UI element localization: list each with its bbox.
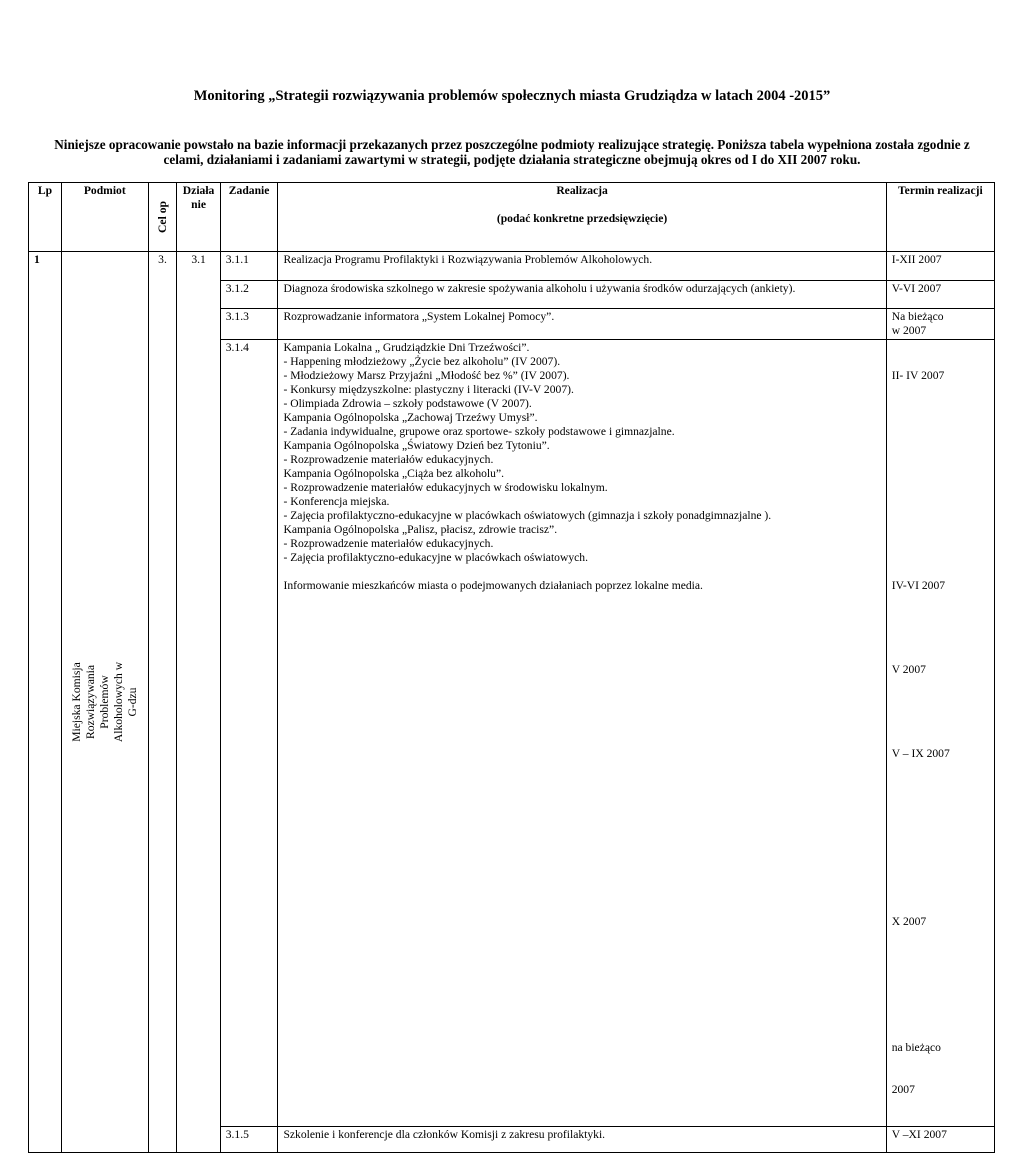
realizacja-line: - Happening młodzieżowy „Życie bez alkoholu” (IV 2007). bbox=[283, 355, 561, 368]
termin-line: I-XII 2007 bbox=[891, 253, 942, 266]
cell-termin bbox=[886, 281, 994, 309]
header-zadanie: Zadanie bbox=[220, 183, 278, 252]
cell-zadanie: 3.1.4 bbox=[220, 340, 278, 1127]
realizacja-line: Kampania Ogólnopolska „Palisz, płacisz, zdrowie tracisz”. bbox=[283, 523, 558, 536]
realizacja-line: - Zajęcia profilaktyczno-edukacyjne w placówkach oświatowych (gimnazja i szkoły ponadgimnazjalne ). bbox=[283, 509, 772, 522]
header-termin: Termin realizacji bbox=[886, 183, 994, 252]
cell-termin bbox=[886, 309, 994, 340]
podmiot-line: G-dzu bbox=[125, 687, 139, 717]
cell-dzialanie: 3.1 bbox=[177, 252, 220, 1153]
cell-termin bbox=[886, 252, 994, 281]
realizacja-line: - Rozprowadzenie materiałów edukacyjnych. bbox=[283, 537, 494, 550]
realizacja-line: Diagnoza środowiska szkolnego w zakresie spożywania alkoholu i używania środków odurzających (ankiety). bbox=[283, 282, 796, 295]
header-dzialanie-line-1: Działa bbox=[182, 184, 215, 197]
realizacja-line: - Konkursy międzyszkolne: plastyczny i literacki (IV-V 2007). bbox=[283, 383, 574, 396]
realizacja-line: - Zajęcia profilaktyczno-edukacyjne w placówkach oświatowych. bbox=[283, 551, 588, 564]
cell-termin bbox=[886, 1127, 994, 1153]
header-realizacja-title: Realizacja bbox=[556, 184, 608, 197]
cell-lp: 1 bbox=[29, 252, 62, 1153]
podmiot-line: Alkoholowych w bbox=[111, 661, 125, 743]
termin-line: 2007 bbox=[891, 1083, 915, 1096]
termin-line: Na bieżąco bbox=[891, 310, 944, 323]
cell-zadanie: 3.1.1 bbox=[220, 252, 278, 281]
cell-realizacja bbox=[278, 340, 886, 1127]
header-realizacja bbox=[278, 183, 886, 252]
realizacja-line: Kampania Lokalna „ Grudziądzkie Dni Trzeźwości”. bbox=[283, 341, 530, 354]
termin-line: V 2007 bbox=[891, 663, 926, 676]
termin-line: II- IV 2007 bbox=[891, 369, 945, 382]
page-title: Monitoring „Strategii rozwiązywania problemów społecznych miasta Grudziądza w latach 2004 -2015” bbox=[193, 88, 831, 104]
podmiot-line: Problemów bbox=[97, 675, 111, 729]
table-row bbox=[29, 252, 995, 281]
realizacja-line: - Rozprowadzenie materiałów edukacyjnych. bbox=[283, 453, 494, 466]
podmiot-line: Rozwiązywania bbox=[83, 664, 97, 740]
cell-termin bbox=[886, 340, 994, 1127]
cell-zadanie: 3.1.5 bbox=[220, 1127, 278, 1153]
realizacja-line: - Konferencja miejska. bbox=[283, 495, 390, 508]
header-dzialanie bbox=[177, 183, 220, 252]
realizacja-line: Informowanie mieszkańców miasta o podejmowanych działaniach poprzez lokalne media. bbox=[283, 579, 703, 592]
realizacja-line: - Młodzieżowy Marsz Przyjaźni „Młodość bez %” (IV 2007). bbox=[283, 369, 570, 382]
termin-line: w 2007 bbox=[891, 324, 927, 337]
termin-line: V –XI 2007 bbox=[891, 1128, 947, 1141]
monitoring-table bbox=[28, 182, 995, 1153]
cell-zadanie: 3.1.2 bbox=[220, 281, 278, 309]
realizacja-line: - Olimpiada Zdrowia – szkoły podstawowe (V 2007). bbox=[283, 397, 532, 410]
podmiot-rotated-text bbox=[70, 662, 140, 742]
realizacja-line: Rozprowadzanie informatora „System Lokalnej Pomocy”. bbox=[283, 310, 555, 323]
header-realizacja-subtitle: (podać konkretne przedsięwzięcie) bbox=[496, 212, 668, 225]
realizacja-line: - Rozprowadzenie materiałów edukacyjnych w środowisku lokalnym. bbox=[283, 481, 608, 494]
termin-line: X 2007 bbox=[891, 915, 927, 928]
podmiot-line: Miejska Komisja bbox=[69, 662, 83, 742]
cell-realizacja bbox=[278, 309, 886, 340]
header-lp: Lp bbox=[29, 183, 62, 252]
termin-line: na bieżąco bbox=[891, 1041, 941, 1054]
cell-cel: 3. bbox=[148, 252, 177, 1153]
realizacja-line: Realizacja Programu Profilaktyki i Rozwiązywania Problemów Alkoholowych. bbox=[283, 253, 653, 266]
cell-zadanie: 3.1.3 bbox=[220, 309, 278, 340]
realizacja-line: Szkolenie i konferencje dla członków Komisji z zakresu profilaktyki. bbox=[283, 1128, 606, 1141]
cell-realizacja bbox=[278, 1127, 886, 1153]
header-cel-text: Cel op bbox=[155, 201, 169, 233]
realizacja-line: - Zadania indywidualne, grupowe oraz sportowe- szkoły podstawowe i gimnazjalne. bbox=[283, 425, 675, 438]
realizacja-line: Kampania Ogólnopolska „Zachowaj Trzeźwy Umysł”. bbox=[283, 411, 538, 424]
table-header-row bbox=[29, 183, 995, 252]
cell-realizacja bbox=[278, 281, 886, 309]
header-cel bbox=[148, 183, 177, 252]
intro-paragraph: Niniejsze opracowanie powstało na bazie informacji przekazanych przez poszczególne podmioty realizujące strategię. Poniższa tabela wypełniona została zgodnie z celami, działaniami i zadaniami zawartymi w strategii, podjęte działania strategiczne obejmują okres od I do XII 2007 roku. bbox=[54, 137, 970, 167]
cell-realizacja bbox=[278, 252, 886, 281]
realizacja-line: Kampania Ogólnopolska „Ciąża bez alkoholu”. bbox=[283, 467, 504, 480]
header-dzialanie-line-2: nie bbox=[191, 198, 206, 211]
termin-line: V – IX 2007 bbox=[891, 747, 950, 760]
realizacja-line: Kampania Ogólnopolska „Światowy Dzień bez Tytoniu”. bbox=[283, 439, 550, 452]
termin-line: V-VI 2007 bbox=[891, 282, 942, 295]
cell-podmiot bbox=[61, 252, 148, 1153]
termin-line: IV-VI 2007 bbox=[891, 579, 946, 592]
header-podmiot: Podmiot bbox=[61, 183, 148, 252]
